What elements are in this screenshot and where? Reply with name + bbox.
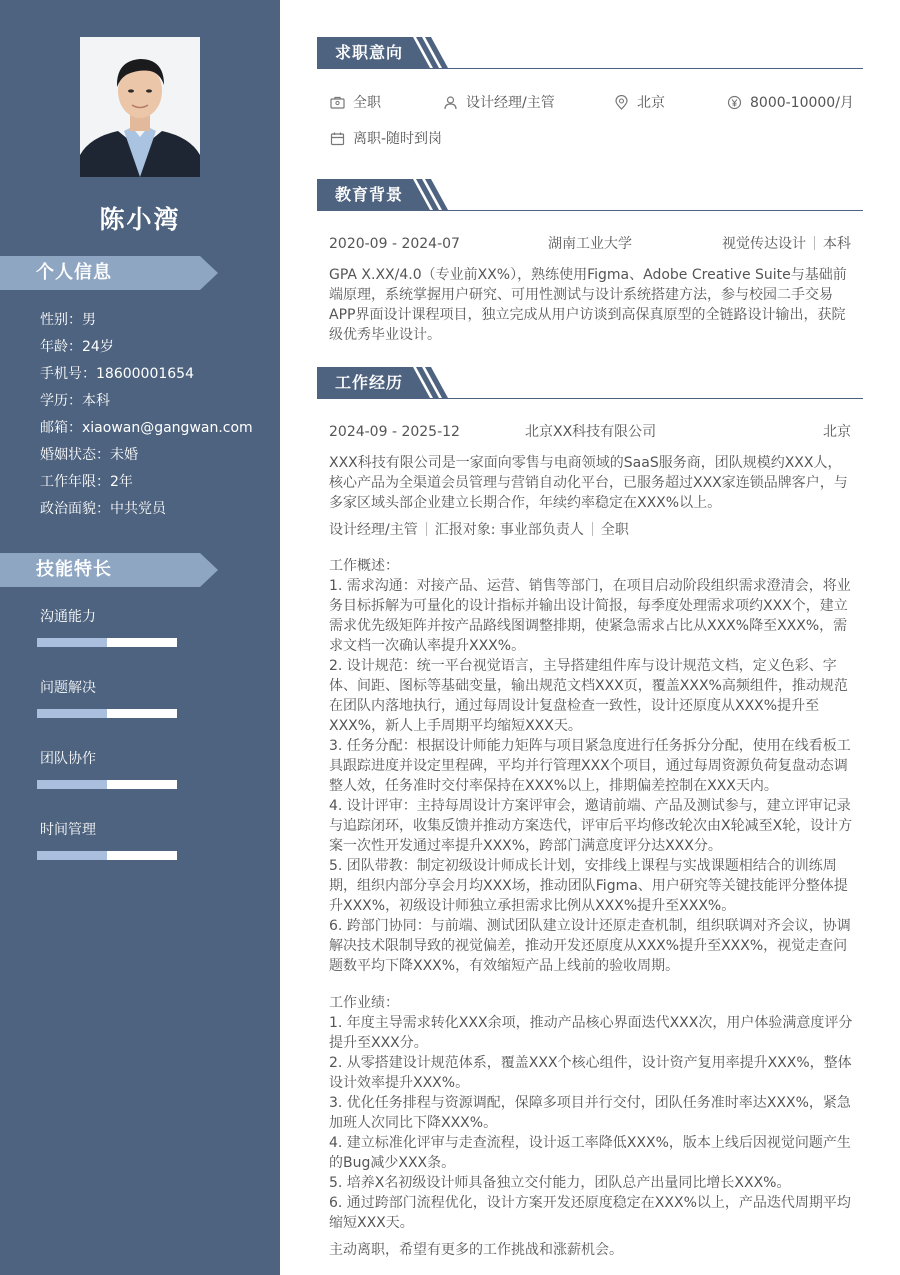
intent-status-value: 离职-随时到岗 — [353, 131, 443, 147]
leave-reason: 主动离职，希望有更多的工作挑战和涨薪机会。 — [329, 1242, 623, 1258]
location-pin-icon — [614, 95, 629, 110]
section-title: 求职意向 — [335, 43, 404, 62]
skill-label: 团队协作 — [40, 751, 96, 767]
intent-status — [330, 129, 442, 149]
skill-bar — [37, 780, 177, 789]
overview-title: 工作概述： — [329, 558, 399, 574]
work-company: 北京XX科技有限公司 — [525, 424, 657, 440]
divider — [592, 522, 593, 536]
section-header-work — [317, 367, 863, 399]
work-job-type: 全职 — [600, 522, 629, 538]
achievements-title: 工作业绩： — [329, 995, 399, 1011]
section-header-intent — [317, 37, 863, 69]
divider — [426, 522, 427, 536]
intent-type — [330, 93, 381, 113]
work-report-to: 汇报对象: 事业部负责人 — [434, 522, 584, 538]
overview-item: 1. 需求沟通：对接产品、运营、销售等部门，在项目启动阶段组织需求澄清会，将业务目标拆解为可量化的设计指标并输出设计简报，每季度处理需求项约XXX个，建立需求优先级矩阵并按产品路线图调整排期，使紧急需求占比从XXX%降至XXX%，需求文档一次确认率提升XXX%。 — [329, 578, 851, 654]
section-title: 教育背景 — [335, 185, 404, 204]
section-header-skills — [0, 553, 218, 587]
achievement-item: 1. 年度主导需求转化XXX余项，推动产品核心界面迭代XXX次，用户体验满意度评分提升至XXX分。 — [329, 1015, 853, 1051]
avatar — [80, 37, 200, 177]
achievement-item: 2. 从零搭建设计规范体系，覆盖XXX个核心组件，设计资产复用率提升XXX%，整体设计效率提升XXX%。 — [329, 1055, 852, 1091]
section-title: 个人信息 — [36, 262, 112, 283]
overview-item: 5. 团队带教：制定初级设计师成长计划，安排线上课程与实战课题相结合的训练周期，组织内部分享会月均XXX场，推动团队Figma、用户研究等关键技能评分整体提升XXX%，初级设计师独立承担需求比例从XXX%提升至XXX%。 — [329, 858, 848, 914]
skill-bar-fill — [37, 780, 107, 789]
intent-city-value: 北京 — [637, 95, 665, 111]
education-period: 2020-09 - 2024-07 — [329, 236, 460, 252]
yen-coin-icon — [727, 95, 742, 110]
education-degree: 本科 — [823, 236, 851, 252]
education-major-degree — [722, 234, 851, 254]
skill-item — [40, 820, 180, 840]
work-role-line — [329, 520, 629, 540]
personal-info-list — [40, 309, 253, 525]
work-overview — [329, 556, 854, 976]
skill-label: 问题解决 — [40, 680, 96, 696]
divider — [814, 236, 815, 250]
overview-item: 2. 设计规范：统一平台视觉语言，主导搭建组件库与设计规范文档，定义色彩、字体、间距、图标等基础变量，输出规范文档XXX页，覆盖XXX%高频组件，推动规范在团队内落地执行，通过每周设计复盘检查一致性，设计还原度从XXX%提升至XXX%，新人上手周期平均缩短XXX天。 — [329, 658, 848, 734]
intent-city — [614, 93, 665, 113]
education-major: 视觉传达设计 — [722, 236, 806, 252]
user-icon — [443, 95, 458, 110]
info-gender: 性别：男 — [40, 312, 96, 328]
section-title: 工作经历 — [335, 373, 404, 392]
overview-item: 6. 跨部门协同：与前端、测试团队建立设计还原走查机制，组织联调对齐会议，协调解决技术限制导致的视觉偏差，推动开发还原度从XXX%提升至XXX%，视觉走查问题数平均下降XXX%，有效缩短产品上线前的验收周期。 — [329, 918, 851, 974]
info-years: 工作年限：2年 — [40, 474, 133, 490]
section-header-education — [317, 179, 863, 211]
skill-bar — [37, 851, 177, 860]
company-description: XXX科技有限公司是一家面向零售与电商领域的SaaS服务商，团队规模约XXX人，核心产品为全渠道会员管理与营销自动化平台，已服务超过XXX家连锁品牌客户，与多家区域头部企业建立长期合作，年续约率稳定在XXX%以上。 — [329, 455, 848, 511]
intent-type-value: 全职 — [353, 95, 381, 111]
skill-label: 沟通能力 — [40, 609, 96, 625]
calendar-icon — [330, 131, 345, 146]
info-political: 政治面貌：中共党员 — [40, 501, 166, 517]
info-education: 学历：本科 — [40, 393, 110, 409]
info-age: 年龄：24岁 — [40, 339, 114, 355]
education-description: GPA X.XX/4.0（专业前XX%），熟练使用Figma、Adobe Creative Suite与基础前端原理，系统掌握用户研究、可用性测试与设计系统搭建方法，参与校园二手交易APP界面设计课程项目，独立完成从用户访谈到高保真原型的全链路设计输出，获院级优秀毕业设计。 — [329, 267, 847, 343]
skill-bar-fill — [37, 709, 107, 718]
intent-position-value: 设计经理/主管 — [466, 95, 555, 111]
skill-item — [40, 678, 180, 698]
info-marital: 婚姻状态：未婚 — [40, 447, 138, 463]
intent-salary-value: 8000-10000/月 — [750, 95, 854, 111]
skill-item — [40, 607, 180, 627]
education-school: 湖南工业大学 — [548, 236, 632, 252]
briefcase-icon — [330, 95, 345, 110]
candidate-name: 陈小湾 — [99, 205, 181, 234]
skill-bar — [37, 638, 177, 647]
skill-bar-fill — [37, 638, 107, 647]
achievement-item: 5. 培养X名初级设计师具备独立交付能力，团队总产出量同比增长XXX%。 — [329, 1175, 791, 1191]
skill-bar-fill — [37, 851, 107, 860]
work-city: 北京 — [823, 424, 851, 440]
overview-item: 4. 设计评审：主持每周设计方案评审会，邀请前端、产品及测试参与，建立评审记录与追踪闭环，收集反馈并推动方案迭代，评审后平均修改轮次由X轮减至X轮，设计方案一次性开发通过率提升XXX%，跨部门满意度评分达XXX分。 — [329, 798, 853, 854]
overview-item: 3. 任务分配：根据设计师能力矩阵与项目紧急度进行任务拆分分配，使用在线看板工具跟踪进度并设定里程碑，平均并行管理XXX个项目，通过每周资源负荷复盘动态调整人效，任务准时交付率保持在XXX%以上，排期偏差控制在XXX天内。 — [329, 738, 851, 794]
skill-label: 时间管理 — [40, 822, 96, 838]
achievement-item: 6. 通过跨部门流程优化，设计方案开发还原度稳定在XXX%以上，产品迭代周期平均缩短XXX天。 — [329, 1195, 851, 1231]
section-header-personal-info — [0, 256, 218, 290]
work-period: 2024-09 - 2025-12 — [329, 424, 460, 440]
work-role: 设计经理/主管 — [329, 522, 418, 538]
skill-item — [40, 749, 180, 769]
section-title: 技能特长 — [36, 559, 112, 580]
skill-bar — [37, 709, 177, 718]
sidebar — [0, 0, 280, 1275]
intent-salary — [727, 93, 854, 113]
info-email: 邮箱：xiaowan@gangwan.com — [40, 420, 253, 436]
work-achievements — [329, 993, 854, 1233]
achievement-item: 3. 优化任务排程与资源调配，保障多项目并行交付，团队任务准时率达XXX%，紧急加班人次同比下降XXX%。 — [329, 1095, 851, 1131]
info-phone: 手机号：18600001654 — [40, 366, 194, 382]
intent-position — [443, 93, 555, 113]
achievement-item: 4. 建立标准化评审与走查流程，设计返工率降低XXX%，版本上线后因视觉问题产生的Bug减少XXX条。 — [329, 1135, 851, 1171]
